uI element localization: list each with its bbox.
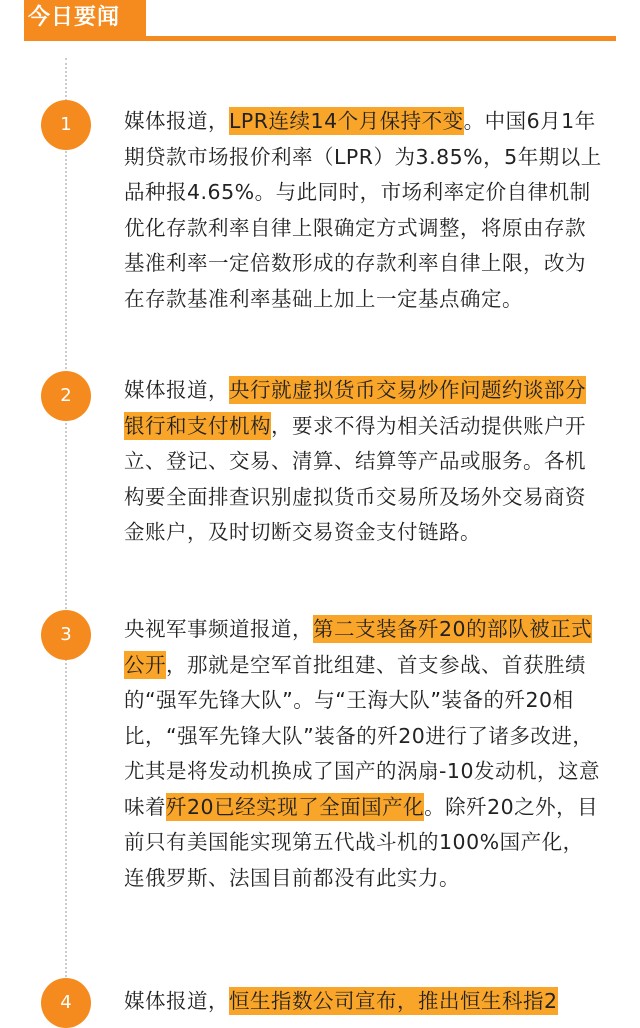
timeline-line: [65, 58, 67, 1021]
news-text: [124, 373, 602, 551]
news-headline-highlight: 央行就虚拟货币交易炒作问题约谈部分银行和支付机构: [124, 378, 586, 438]
news-source: 媒体报道，: [124, 378, 229, 402]
news-headline-highlight: LPR连续14个月保持不变: [229, 109, 464, 133]
header-underline: [24, 36, 616, 41]
news-text: [124, 104, 602, 317]
news-body: 。除歼20之外，目前只有美国能实现第五代战斗机的100%国产化，连俄罗斯、法国目前都没有此实力。: [124, 794, 599, 890]
news-headline-highlight: 恒生指数公司宣布，推出恒生科指2: [229, 989, 558, 1013]
news-highlight-secondary: 歼20已经实现了全面国产化: [166, 794, 425, 819]
item-number-badge: 3: [41, 610, 91, 660]
news-body: ，那就是空军首批组建、首支参战、首获胜绩的“强军先锋大队”。与“王海大队”装备的歼20相比，“强军先锋大队”装备的歼20进行了诸多改进，尤其是将发动机换成了国产的涡扇-10发动机，这意味着: [124, 652, 600, 819]
item-number-badge: 4: [41, 978, 91, 1028]
news-text: [124, 612, 602, 896]
news-body: ，要求不得为相关活动提供账户开立、登记、交易、清算、结算等产品或服务。各机构要全面排查识别虚拟货币交易所及场外交易商资金账户，及时切断交易资金支付链路。: [124, 413, 586, 544]
item-number-badge: 1: [41, 100, 91, 150]
news-body: 。中国6月1年期贷款市场报价利率（LPR）为3.85%，5年期以上品种报4.65%。与此同时，市场利率定价自律机制优化存款利率自律上限确定方式调整，将原由存款基准利率一定倍数形成的存款利率自律上限，改为在存款基准利率基础上加上一定基点确定。: [124, 109, 602, 311]
news-source: 央视军事频道报道，: [124, 617, 313, 641]
news-headline-highlight: 第二支装备歼20的部队被正式公开: [124, 617, 593, 677]
item-number-badge: 2: [41, 371, 91, 421]
section-title: 今日要闻: [24, 0, 146, 36]
section-header: [24, 0, 616, 42]
news-text: [124, 984, 602, 1020]
news-source: 媒体报道，: [124, 109, 229, 133]
news-source: 媒体报道，: [124, 989, 229, 1013]
